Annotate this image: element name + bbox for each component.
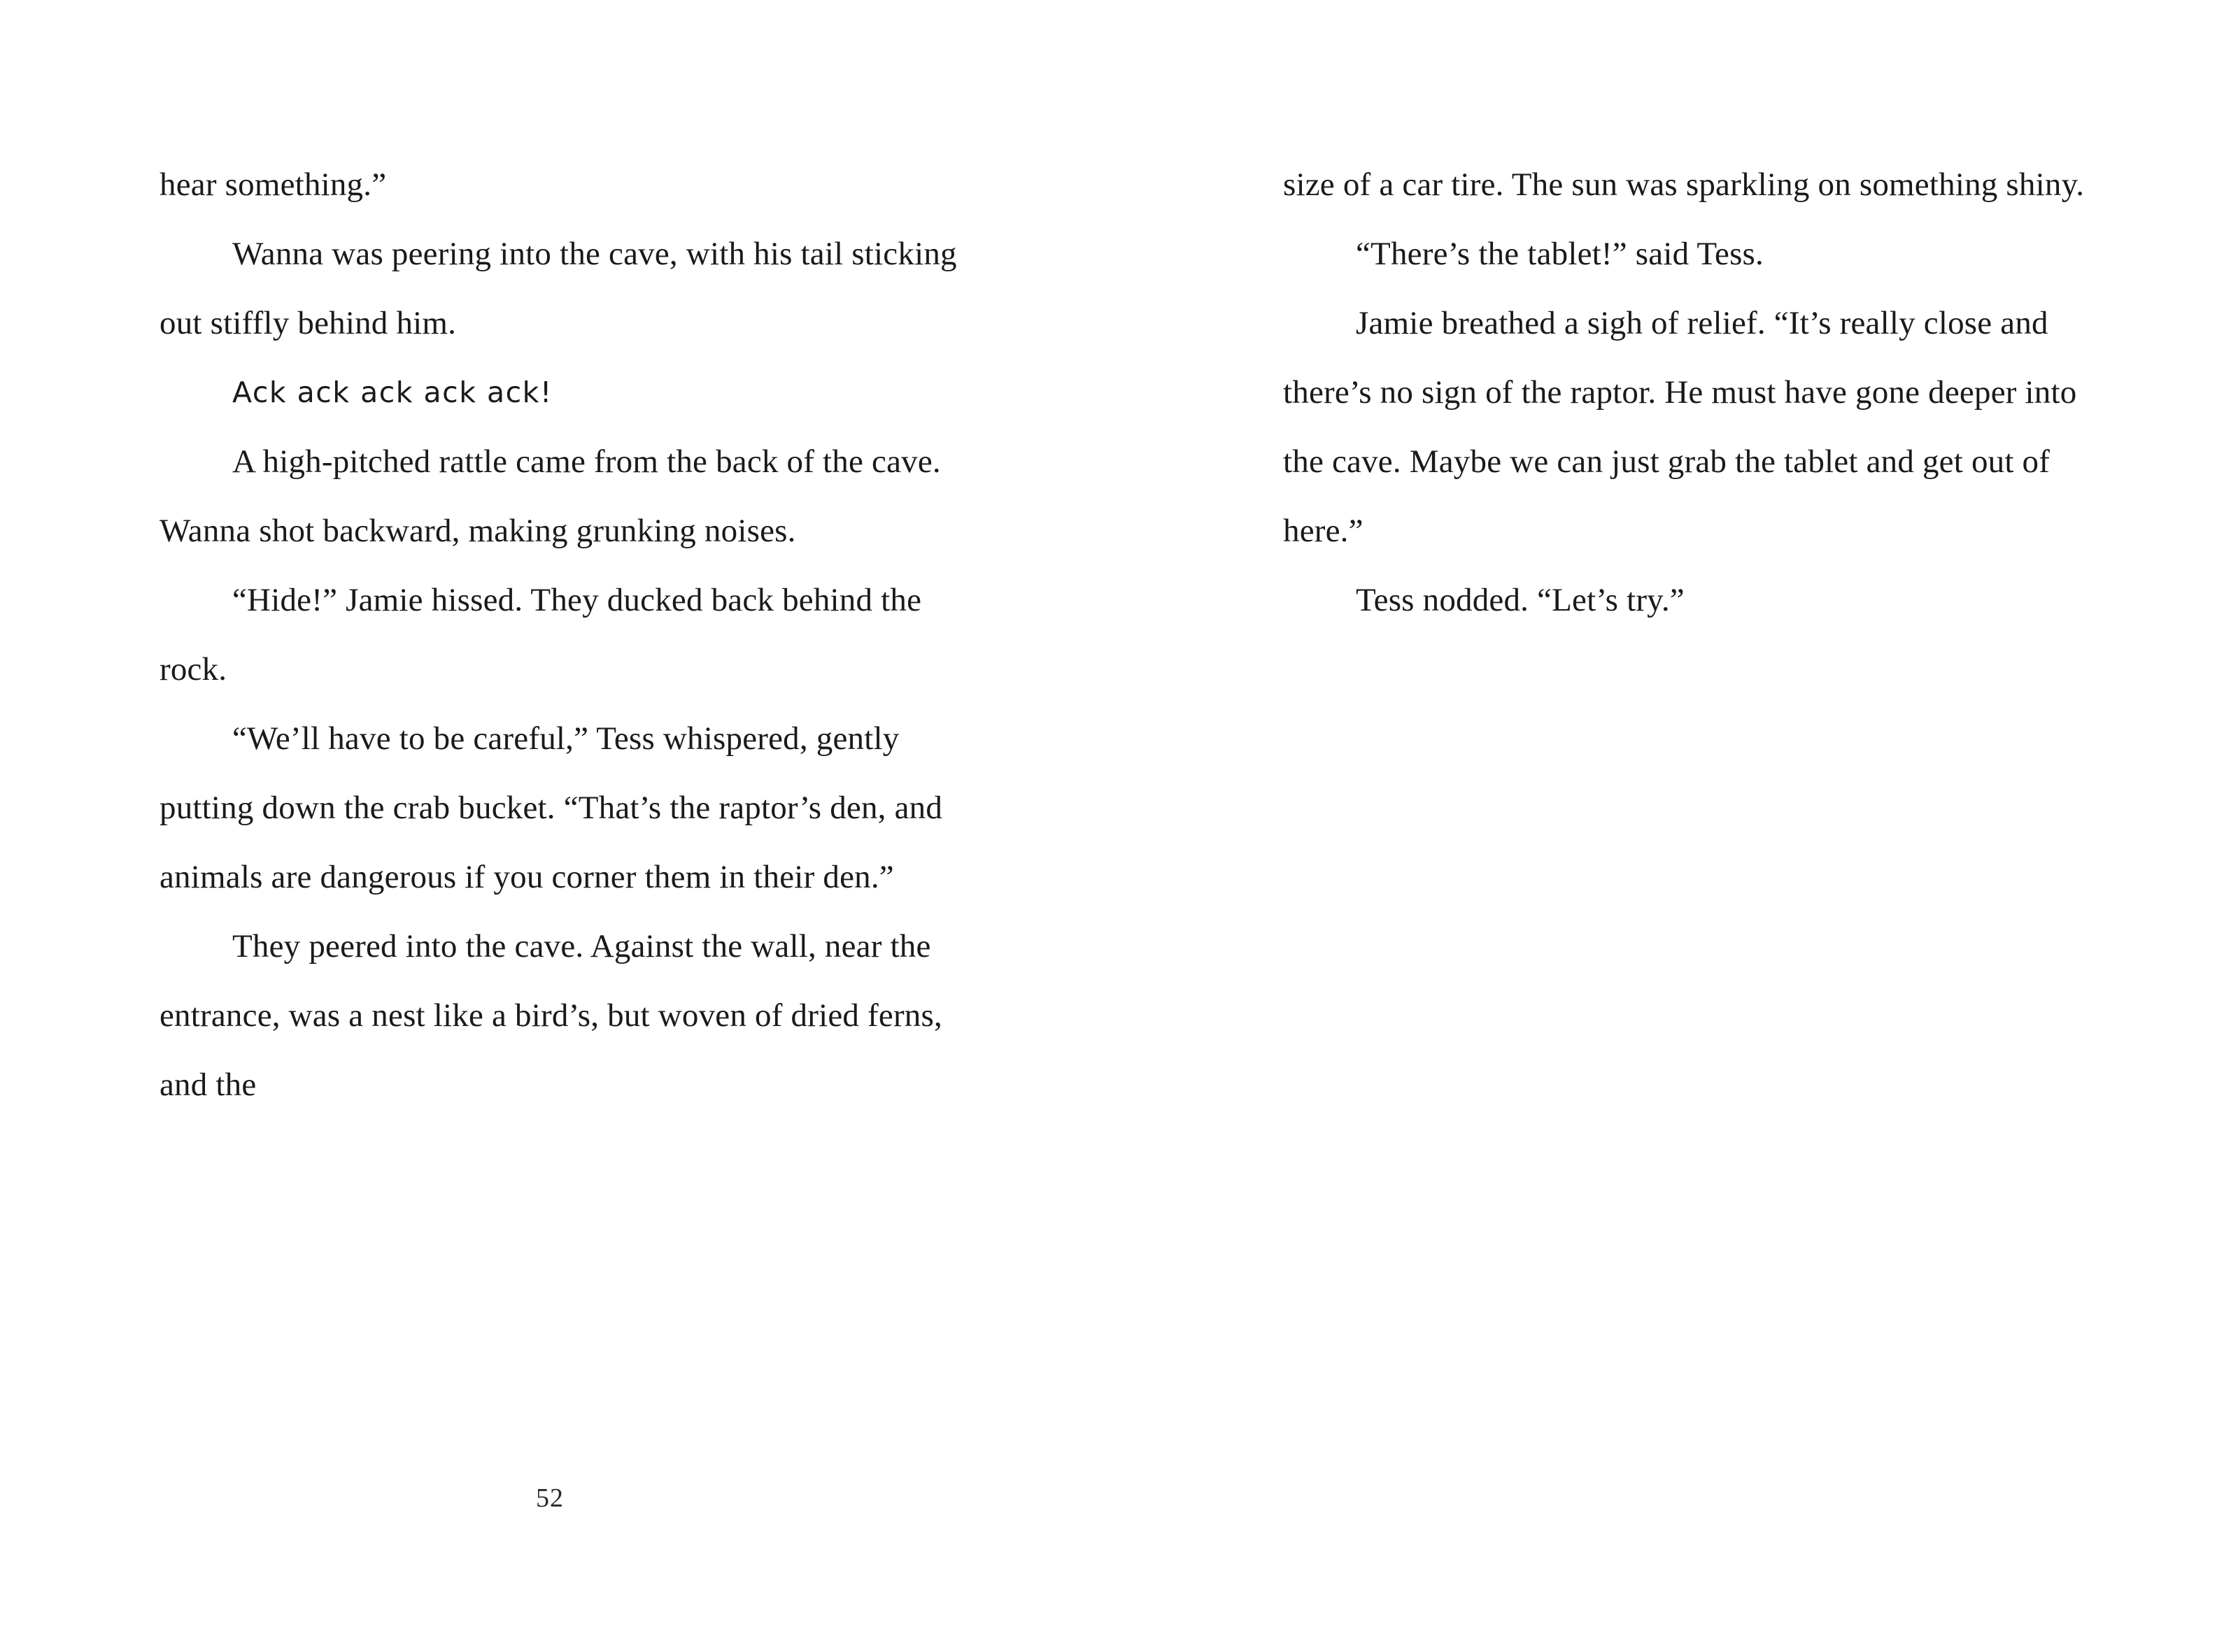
right-page (1115, 0, 2231, 1652)
paragraph: Tess nodded. “Let’s try.” (1356, 582, 1685, 618)
paragraph: “Hide!” Jamie hissed. They ducked back behind the rock. (160, 582, 922, 688)
paragraph: Wanna was peering into the cave, with his tail sticking out stiffly behind him. (160, 236, 957, 341)
left-text-column (160, 150, 982, 1120)
right-text-column (1283, 150, 2095, 635)
paragraph: Jamie breathed a sigh of relief. “It’s really close and there’s no sign of the raptor. He must have gone deeper into the cave. Maybe we can just grab the tablet and get out of here.” (1283, 305, 2077, 549)
paragraph: “There’s the tablet!” said Tess. (1356, 236, 1764, 272)
paragraph: A high-pitched rattle came from the back of the cave. Wanna shot backward, making grunking noises. (160, 443, 941, 549)
sound-effect-line: Ack ack ack ack ack! (232, 376, 553, 409)
paragraph: hear something.” (160, 166, 387, 203)
page-number: 52 (536, 1483, 564, 1513)
paragraph: They peered into the cave. Against the wall, near the entrance, was a nest like a bird’s, but woven of dried ferns, and the (160, 928, 942, 1103)
paragraph: size of a car tire. The sun was sparkling on something shiny. (1283, 166, 2085, 203)
paragraph: “We’ll have to be careful,” Tess whispered, gently putting down the crab bucket. “That’s the raptor’s den, and animals are dangerous if you corner them in their den.” (160, 720, 943, 895)
left-page (0, 0, 1115, 1652)
